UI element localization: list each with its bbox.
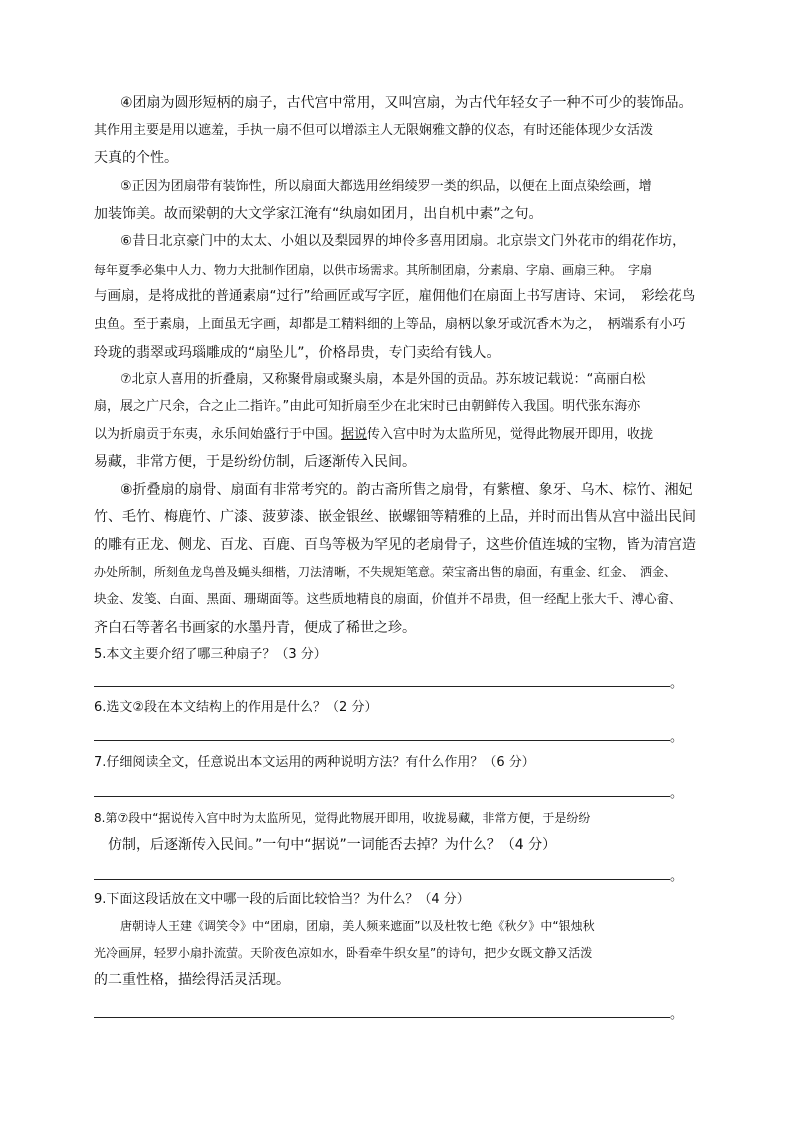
- paragraph-4-line-3: 天真的个性。: [94, 150, 178, 166]
- paragraph-8-line-2: 竹、毛竹、梅鹿竹、广漆、菠萝漆、嵌金银丝、嵌螺钿等精雅的上品，并时而出售从宫中溢出民间: [94, 509, 696, 525]
- answer-line-6-end: 。: [670, 730, 684, 745]
- answer-line-5[interactable]: [94, 686, 670, 687]
- question-7: 7.仔细阅读全文，任意说出本文运用的两种说明方法？有什么作用？（6 分）: [94, 755, 535, 770]
- answer-line-8[interactable]: [94, 879, 670, 880]
- question-9-text-line-1: 唐朝诗人王建《调笑令》中“团扇，团扇，美人频来遮面”以及杜牧七绝《秋夕》中“银烛秋: [120, 919, 595, 933]
- paragraph-7-line-3: [94, 428, 653, 441]
- paragraph-5-line-2: 加装饰美。故而梁朝的大文学家江淹有“纨扇如团月，出自机中素”之句。: [94, 206, 543, 222]
- paragraph-8-line-4: 办处所制，所刻鱼龙鸟兽及蝇头细楷，刀法清晰，不失规矩笔意。荣宝斋出售的扇面，有重金、红金、 洒金、: [94, 565, 677, 579]
- paragraph-8-line-3: 的雕有正龙、侧龙、百龙、百鹿、百鸟等极为罕见的老扇骨子，这些价值连城的宝物，皆为清宫造: [94, 537, 696, 553]
- answer-line-9-end: 。: [670, 1007, 684, 1022]
- answer-line-7[interactable]: [94, 796, 670, 797]
- answer-line-8-end: 。: [670, 869, 684, 884]
- answer-line-6[interactable]: [94, 740, 670, 741]
- answer-line-5-end: 。: [670, 676, 684, 691]
- question-9: 9.下面这段话放在文中哪一段的后面比较恰当？为什么？（4 分）: [94, 892, 470, 907]
- question-5: 5.本文主要介绍了哪三种扇子？（3 分）: [94, 647, 327, 662]
- paragraph-7-line-3-rest: 传入宫中时为太监所见，觉得此物展开即用，收拢: [367, 427, 654, 442]
- paragraph-6-line-4: 虫鱼。至于素扇，上面虽无字画，却都是工精料细的上等品，扇柄以象牙或沉香木为之， 柄端系有小巧: [94, 317, 686, 332]
- question-9-text-line-2: 光冷画屏，轻罗小扇扑流萤。天阶夜色凉如水，卧看牵牛织女星”的诗句，把少女既文静又活泼: [94, 946, 593, 960]
- paragraph-6-line-3: 与画扇，是将成批的普通素扇“过行”给画匠或写字匠，雇佣他们在扇面上书写唐诗、宋词， 彩绘花鸟: [94, 288, 696, 304]
- paragraph-7-line-2: 扇，展之广尺余，合之止二指许。”由此可知折扇至少在北宋时已由朝鲜传入我国。明代张东海亦: [94, 399, 641, 414]
- underlined-word-jushuo: 据说: [341, 427, 368, 442]
- question-6: 6.选文②段在本文结构上的作用是什么？（2 分）: [94, 700, 378, 715]
- paragraph-4-line-1: ④团扇为圆形短柄的扇子，古代宫中常用，又叫宫扇，为古代年轻女子一种不可少的装饰品。: [120, 95, 693, 111]
- paragraph-8-line-5: 块金、发笺、白面、黑面、珊瑚面等。这些质地精良的扇面，价值并不昂贵，但一经配上张大千、溥心畲、: [94, 591, 682, 606]
- paragraph-7-line-4: 易藏，非常方便，于是纷纷仿制，后逐渐传入民间。: [94, 454, 416, 470]
- question-9-text-line-3: 的二重性格，描绘得活灵活现。: [94, 972, 290, 988]
- paragraph-7-line-3-text: 以为折扇贡于东夷，永乐间始盛行于中国。: [94, 427, 342, 442]
- answer-line-9[interactable]: [94, 1017, 670, 1018]
- answer-line-7-end: 。: [670, 786, 684, 801]
- paragraph-7-line-1: ⑦北京人喜用的折叠扇，又称聚骨扇或聚头扇，本是外国的贡品。苏东坡记载说：“高丽白松: [120, 372, 646, 387]
- paragraph-8-line-1: ⑧折叠扇的扇骨、扇面有非常考究的。韵古斋所售之扇骨，有紫檀、象牙、乌木、棕竹、湘妃: [120, 482, 693, 498]
- paragraph-6-line-5: 玲珑的翡翠或玛瑙雕成的“扇坠儿”，价格昂贵，专门卖给有钱人。: [94, 345, 501, 361]
- paragraph-6-line-2: 每年夏季必集中人力、物力大批制作团扇，以供市场需求。其所制团扇，分素扇、字扇、画扇三种。 字扇: [94, 263, 653, 277]
- paragraph-6-line-1: ⑥昔日北京豪门中的太太、小姐以及梨园界的坤伶多喜用团扇。北京崇文门外花市的绢花作坊，: [120, 233, 686, 249]
- question-8-line-1: 8.第⑦段中“据说传入宫中时为太监所见，觉得此物展开即用，收拢易藏，非常方便，于是纷纷: [94, 811, 591, 825]
- paragraph-4-line-2: 其作用主要是用以遮羞，手执一扇不但可以增添主人无限娴雅文静的仪态，有时还能体现少女活泼: [94, 123, 654, 138]
- question-8-line-2: 仿制，后逐渐传入民间。”一句中“据说”一词能否去掉？为什么？（4 分）: [108, 837, 557, 853]
- paragraph-8-line-6: 齐白石等著名书画家的水墨丹青，便成了稀世之珍。: [94, 620, 416, 636]
- paragraph-5-line-1: ⑤正因为团扇带有装饰性，所以扇面大都选用丝绢绫罗一类的织品，以便在上面点染绘画，增: [120, 179, 652, 194]
